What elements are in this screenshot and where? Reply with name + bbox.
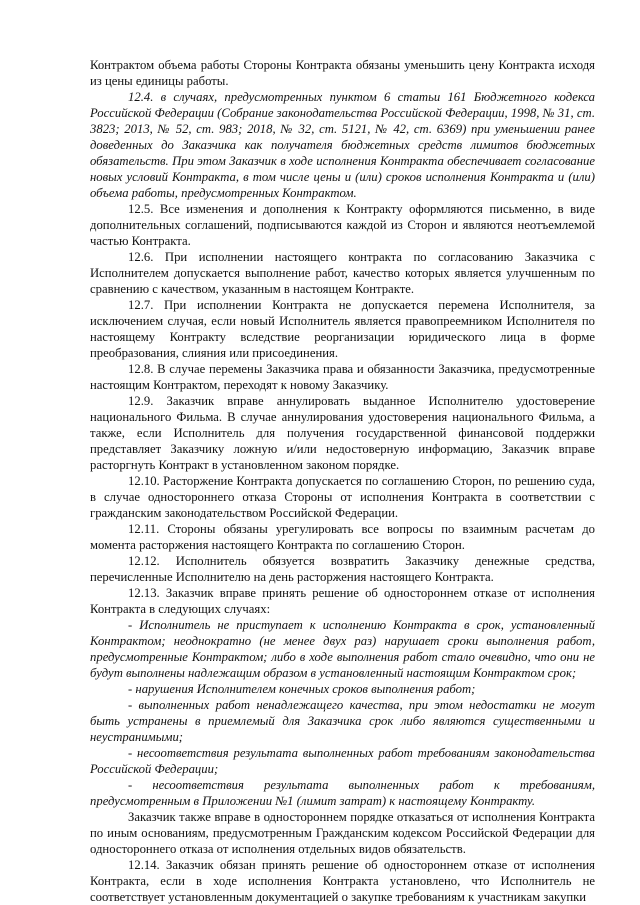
contract-text bbox=[90, 57, 595, 905]
paragraph-12-12: 12.12. Исполнитель обязуется возвратить Заказчику денежные средства, перечисленные Исполнителю на день расторжения настоящего Контракта. bbox=[90, 554, 595, 584]
paragraph-12-5: 12.5. Все изменения и дополнения к Контракту оформляются письменно, в виде дополнительных соглашений, подписываются каждой из Сторон и являются неотъемлемой частью Контракта. bbox=[90, 202, 595, 248]
paragraph-12-10: 12.10. Расторжение Контракта допускается по соглашению Сторон, по решению суда, в случае одностороннего отказа Стороны от исполнения Контракта в соответствии с гражданским законодательством Российской Федерации. bbox=[90, 474, 595, 520]
paragraph-12-11: 12.11. Стороны обязаны урегулировать все вопросы по взаимным расчетам до момента расторжения настоящего Контракта по соглашению Сторон. bbox=[90, 522, 595, 552]
list-item-deadline-violation: - нарушения Исполнителем конечных сроков выполнения работ; bbox=[128, 682, 476, 696]
paragraph-12-6: 12.6. При исполнении настоящего контракта по согласованию Заказчика с Исполнителем допускается выполнение работ, качество которых является улучшенным по сравнению с качеством, указанным в настоящем Контракте. bbox=[90, 250, 595, 296]
paragraph-12-14: 12.14. Заказчик обязан принять решение об одностороннем отказе от исполнения Контракта, если в ходе исполнения Контракта установлено, что Исполнитель не соответствует установленным документацией о закупке требованиям к участникам закупки bbox=[90, 858, 595, 904]
paragraph-12-9: 12.9. Заказчик вправе аннулировать выданное Исполнителю удостоверение национального Фильма. В случае аннулирования удостоверения национального Фильма, а также, если Исполнитель для получения государственной финансовой поддержки представляет Заказчику ложную и/или недостоверную информацию, Заказчик вправе расторгнуть Контракт в установленном законом порядке. bbox=[90, 394, 595, 472]
list-item-not-started: - Исполнитель не приступает к исполнению Контракта в срок, установленный Контрактом; неоднократно (не менее двух раз) нарушает сроки выполнения работ, предусмотренные Контрактом; либо в ходе выполнения работ стало очевидно, что они не будут выполнены надлежащим образом в установленный настоящим Контрактом срок; bbox=[90, 618, 595, 680]
paragraph-other-grounds: Заказчик также вправе в одностороннем порядке отказаться от исполнения Контракта по иным основаниям, предусмотренным Гражданским кодексом Российской Федерации для одностороннего отказа от исполнения отдельных видов обязательств. bbox=[90, 810, 595, 856]
paragraph-price-continuation: Контрактом объема работы Стороны Контракта обязаны уменьшить цену Контракта исходя из цены единицы работы. bbox=[90, 58, 595, 88]
paragraph-12-8: 12.8. В случае перемены Заказчика права и обязанности Заказчика, предусмотренные настоящим Контрактом, переходят к новому Заказчику. bbox=[90, 362, 595, 392]
paragraph-12-7: 12.7. При исполнении Контракта не допускается перемена Исполнителя, за исключением случая, если новый Исполнитель является правопреемником Исполнителя по настоящему Контракту вследствие реорганизации юридического лица в форме преобразования, слияния или присоединения. bbox=[90, 298, 595, 360]
paragraph-12-4: 12.4. в случаях, предусмотренных пунктом 6 статьи 161 Бюджетного кодекса Российской Федерации (Собрание законодательства Российской Федерации, 1998, № 31, ст. 3823; 2013, № 52, ст. 983; 2018, № 32, ст. 5121, № 42, ст. 6369) при уменьшении ранее доведенных до Заказчика как получателя бюджетных средств лимитов бюджетных обязательств. При этом Заказчик в ходе исполнения Контракта обеспечивает согласование новых условий Контракта, в том числе цены и (или) сроков исполнения Контракта и (или) объема работы, предусмотренных Контрактом. bbox=[90, 90, 595, 200]
paragraph-12-13: 12.13. Заказчик вправе принять решение об одностороннем отказе от исполнения Контракта в следующих случаях: bbox=[90, 586, 595, 616]
list-item-poor-quality: - выполненных работ ненадлежащего качества, при этом недостатки не могут быть устранены в приемлемый для Заказчика срок либо являются существенными и неустранимыми; bbox=[90, 698, 595, 744]
list-item-legal-noncompliance: - несоответствия результата выполненных работ требованиям законодательства Российской Федерации; bbox=[90, 746, 595, 776]
list-item-annex-noncompliance: - несоответствия результата выполненных работ к требованиям, предусмотренным в Приложении №1 (лимит затрат) к настоящему Контракту. bbox=[90, 778, 595, 808]
